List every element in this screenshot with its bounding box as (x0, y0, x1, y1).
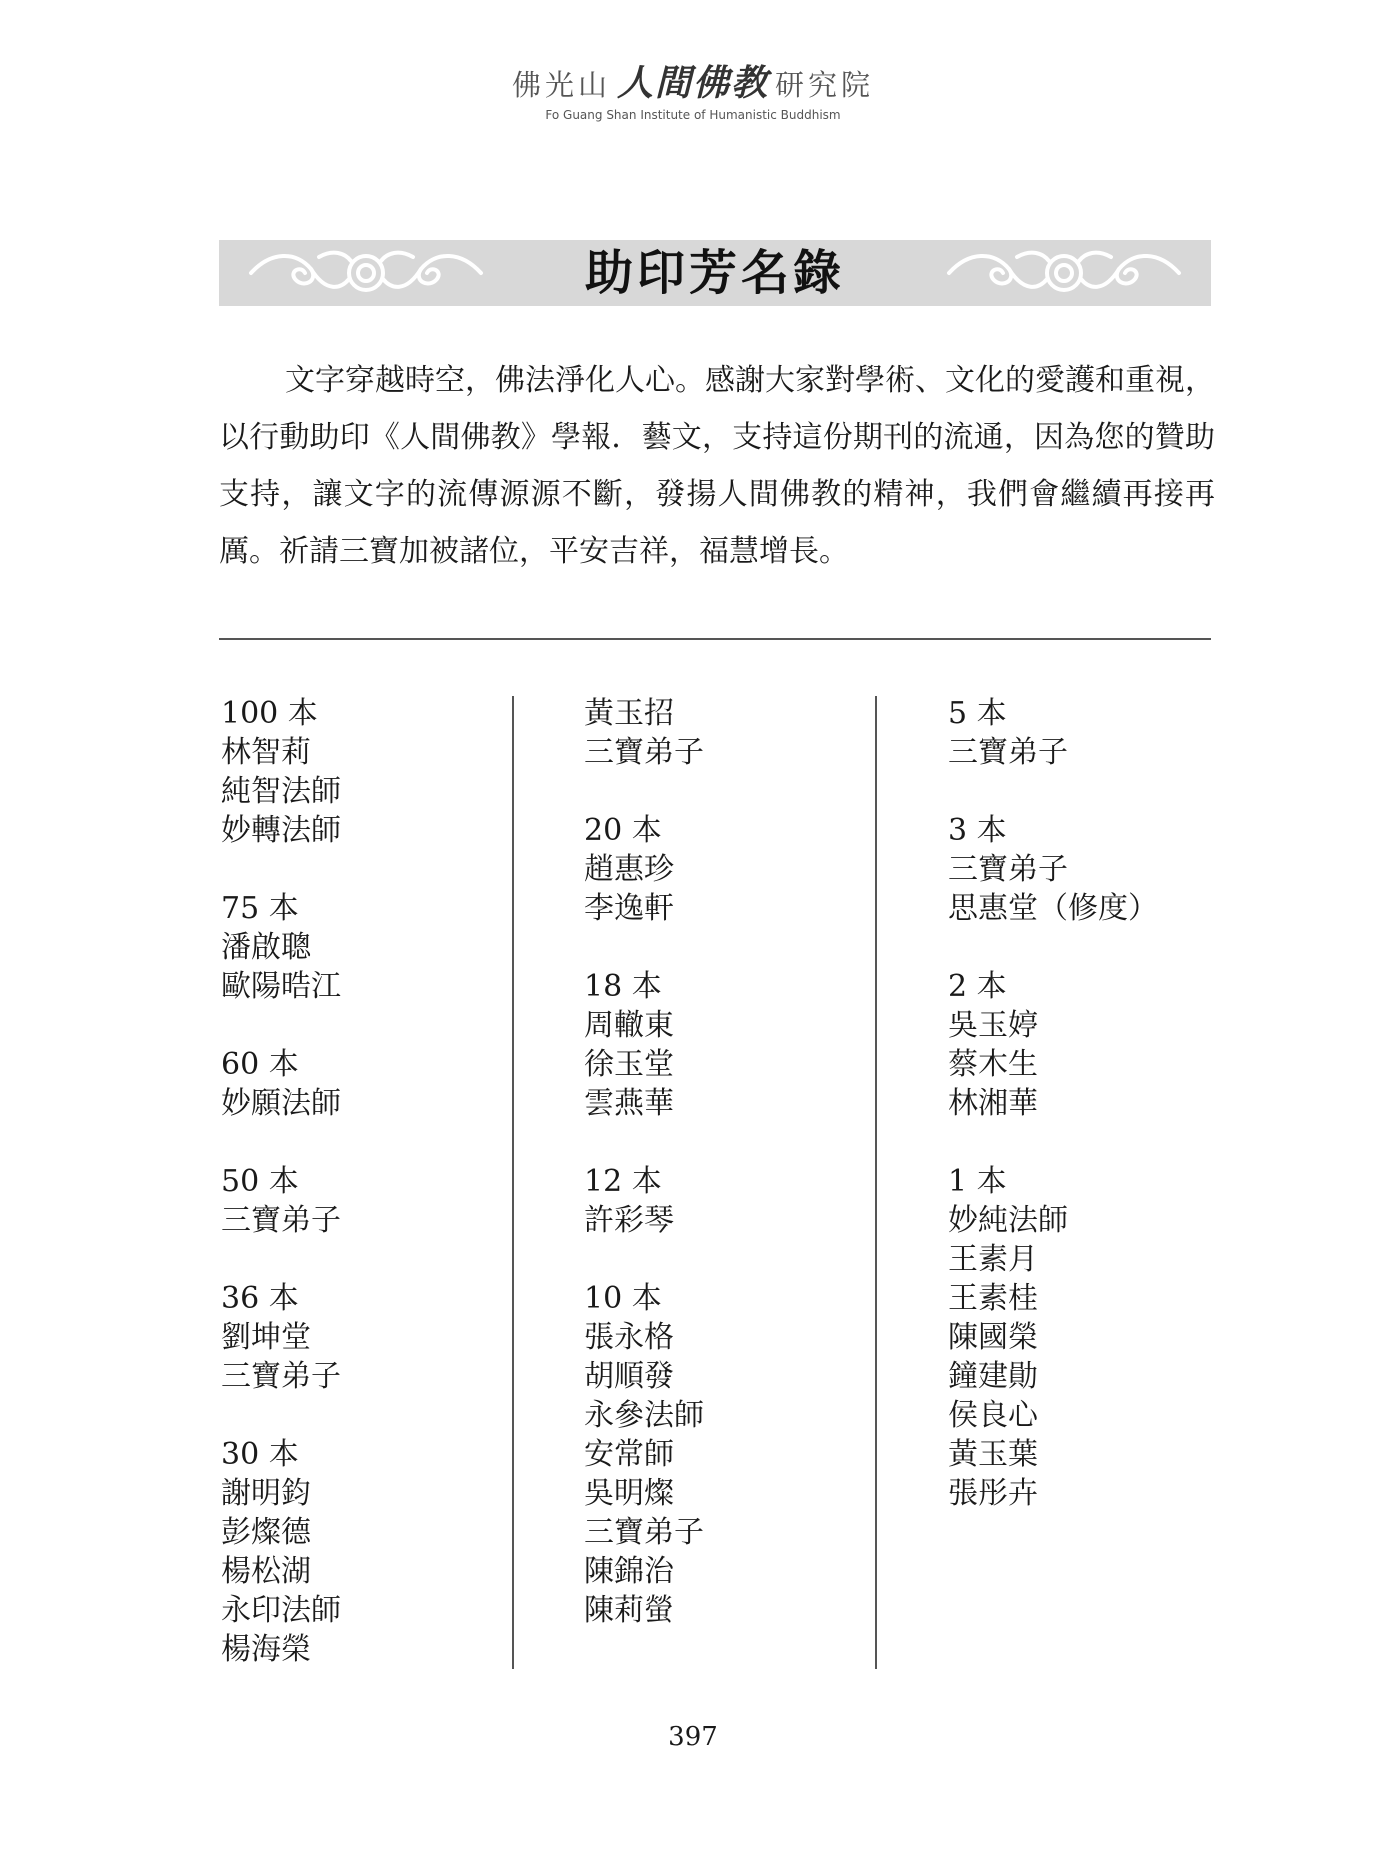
donation-group (948, 694, 1248, 772)
donor-name: 永印法師 (221, 1593, 341, 1628)
donor-name: 王素月 (948, 1242, 1038, 1277)
donor-name: 黃玉葉 (948, 1437, 1038, 1472)
donor-name: 妙願法師 (221, 1086, 341, 1121)
donor-name: 楊海榮 (221, 1632, 311, 1667)
donation-group (948, 1162, 1248, 1513)
donation-amount: 60 本 (221, 1047, 299, 1082)
donor-name: 妙轉法師 (221, 813, 341, 848)
donor-name: 陳莉螢 (584, 1593, 674, 1628)
donor-name: 三寶弟子 (948, 735, 1068, 770)
donor-name: 三寶弟子 (584, 735, 704, 770)
title-banner (219, 240, 1211, 306)
donor-name: 三寶弟子 (221, 1203, 341, 1238)
donor-name: 侯良心 (948, 1398, 1038, 1433)
donor-name: 林智莉 (221, 735, 311, 770)
donation-group (584, 1279, 884, 1630)
donor-column-2 (584, 694, 884, 1669)
donation-amount: 50 本 (221, 1164, 299, 1199)
donor-name: 胡順發 (584, 1359, 674, 1394)
donor-name: 張彤卉 (948, 1476, 1038, 1511)
donor-name: 林湘華 (948, 1086, 1038, 1121)
donation-amount: 3 本 (948, 813, 1007, 848)
donor-name: 陳錦治 (584, 1554, 674, 1589)
header-brand-logo: 人間佛教 (616, 62, 769, 104)
section-divider (219, 638, 1211, 640)
donor-name: 謝明鈞 (221, 1476, 311, 1511)
institute-name (0, 62, 1386, 104)
donation-amount: 30 本 (221, 1437, 299, 1472)
donor-name: 歐陽晧江 (221, 969, 341, 1004)
donation-group (584, 694, 884, 772)
donor-name: 黃玉招 (584, 696, 674, 731)
donor-name: 王素桂 (948, 1281, 1038, 1316)
donation-amount: 18 本 (584, 969, 662, 1004)
donation-group (221, 694, 521, 850)
donor-name: 思惠堂（修度） (948, 891, 1158, 926)
donation-group (221, 1045, 521, 1123)
intro-paragraph: 文字穿越時空，佛法淨化人心。感謝大家對學術、文化的愛護和重視，以行動助印《人間佛教》學報．藝文，支持這份期刊的流通，因為您的贊助支持，讓文字的流傳源源不斷，發揚人間佛教的精神，我們會繼續再接再厲。祈請三寶加被諸位，平安吉祥，福慧增長。 (219, 363, 1215, 569)
column-divider-1 (512, 696, 514, 1669)
donation-amount: 20 本 (584, 813, 662, 848)
page-header (0, 62, 1386, 122)
donor-name: 蔡木生 (948, 1047, 1038, 1082)
donor-name: 趙惠珍 (584, 852, 674, 887)
donation-group (948, 811, 1248, 928)
donor-name: 徐玉堂 (584, 1047, 674, 1082)
donor-name: 吳玉婷 (948, 1008, 1038, 1043)
donor-name: 三寶弟子 (584, 1515, 704, 1550)
donation-amount: 36 本 (221, 1281, 299, 1316)
page-title: 助印芳名錄 (584, 245, 845, 301)
donor-name: 鐘建勛 (948, 1359, 1038, 1394)
donor-name: 潘啟聰 (221, 930, 311, 965)
donor-name: 彭燦德 (221, 1515, 311, 1550)
institute-english-name: Fo Guang Shan Institute of Humanistic Buddhism (545, 108, 841, 122)
donation-amount: 2 本 (948, 969, 1007, 1004)
donor-name: 吳明燦 (584, 1476, 674, 1511)
donation-group (221, 1435, 521, 1669)
donor-name: 楊松湖 (221, 1554, 311, 1589)
scroll-ornament-right-icon (939, 245, 1189, 301)
donor-name: 三寶弟子 (948, 852, 1068, 887)
donation-group (584, 967, 884, 1123)
donation-group (221, 1279, 521, 1396)
donation-group (584, 1162, 884, 1240)
donor-column-3 (948, 694, 1248, 1552)
donor-name: 李逸軒 (584, 891, 674, 926)
header-right-text: 研究院 (775, 68, 875, 102)
donation-amount: 75 本 (221, 891, 299, 926)
donor-name: 純智法師 (221, 774, 341, 809)
donor-name: 三寶弟子 (221, 1359, 341, 1394)
donation-amount: 100 本 (221, 696, 318, 731)
donation-amount: 1 本 (948, 1164, 1007, 1199)
donor-name: 安常師 (584, 1437, 674, 1472)
donor-name: 許彩琴 (584, 1203, 674, 1238)
header-left-text: 佛光山 (511, 68, 611, 102)
page-number: 397 (668, 1722, 718, 1752)
donor-column-1 (221, 694, 521, 1708)
donor-name: 陳國榮 (948, 1320, 1038, 1355)
donor-name: 劉坤堂 (221, 1320, 311, 1355)
donor-name: 永參法師 (584, 1398, 704, 1433)
donation-amount: 5 本 (948, 696, 1007, 731)
donor-name: 妙純法師 (948, 1203, 1068, 1238)
donor-name: 張永格 (584, 1320, 674, 1355)
donation-amount: 10 本 (584, 1281, 662, 1316)
donation-group (948, 967, 1248, 1123)
donation-group (584, 811, 884, 928)
donor-name: 周轍東 (584, 1008, 674, 1043)
column-divider-2 (875, 696, 877, 1669)
donation-amount: 12 本 (584, 1164, 662, 1199)
donation-group (221, 1162, 521, 1240)
donation-group (221, 889, 521, 1006)
donor-name: 雲燕華 (584, 1086, 674, 1121)
